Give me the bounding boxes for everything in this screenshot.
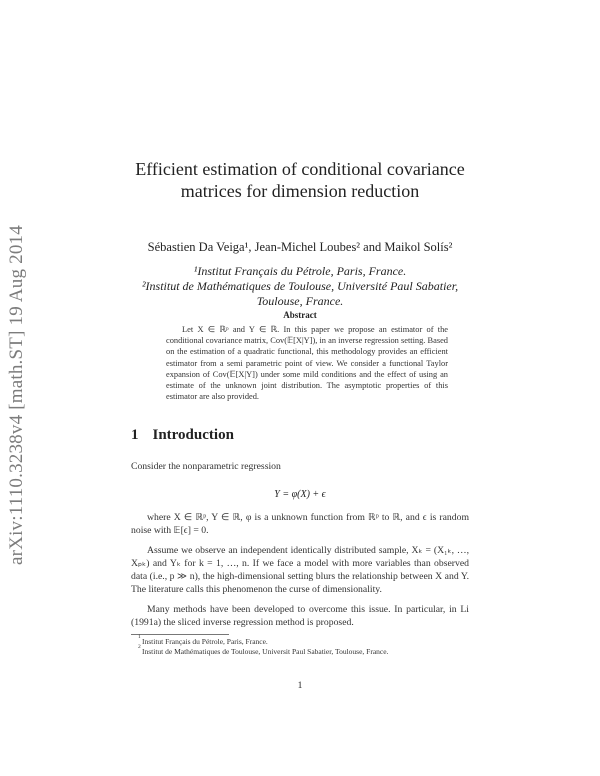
affiliation-line-2: ²Institut de Mathématiques de Toulouse, Université Paul Sabatier, [141, 279, 459, 293]
footnote-1 [138, 634, 268, 646]
author-list: Sébastien Da Veiga¹, Jean-Michel Loubes² and Maikol Solís² [147, 240, 453, 254]
intro-paragraph-1: Consider the nonparametric regression [131, 461, 281, 472]
affiliation-line-3: Toulouse, France. [256, 294, 344, 308]
intro-paragraph-3: Assume we observe an independent identically distributed sample, Xₖ = (X₁ₖ, …, Xₚₖ) and Yₖ for k = 1, …, n. If we face a model with more variables than observed data (i.e., p ≫ n), the high-dimensional setting blurs the relationship between X and Y. The literature calls this phenomenon the curse of dimensionality. [131, 545, 469, 595]
footnote-1-mark: 1 [138, 634, 141, 640]
section-number: 1 [131, 427, 139, 443]
paper-title-line-2: matrices for dimension reduction [180, 181, 420, 201]
abstract-heading: Abstract [283, 310, 317, 320]
footnote-2-mark: 2 [138, 644, 141, 650]
paper-title-line-1: Efficient estimation of conditional covariance [135, 159, 465, 179]
abstract-text: Let X ∈ ℝᵖ and Y ∈ ℝ. In this paper we propose an estimator of the conditional covariance matrix, Cov(𝔼[X|Y]), in an inverse regression setting. Based on the estimation of a quadratic functional, this methodology provides an efficient estimator from a semi parametric point of view. We consider a functional Taylor expansion of Cov(𝔼[X|Y]) under some mild conditions and the effect of using an estimate of the unknown joint distribution. The asymptotic properties of this estimator are also provided. [166, 325, 448, 402]
intro-paragraph-2: where X ∈ ℝᵖ, Y ∈ ℝ, φ is a unknown function from ℝᵖ to ℝ, and ϵ is random noise with 𝔼[ϵ] = 0. [131, 512, 469, 536]
regression-equation: Y = φ(X) + ϵ [274, 489, 326, 500]
footnote-1-text: Institut Français du Pétrole, Paris, France. [142, 637, 268, 646]
page-number: 1 [297, 681, 303, 691]
section-heading [131, 427, 234, 444]
section-title: Introduction [152, 427, 234, 443]
footnote-2 [138, 644, 389, 656]
arxiv-stamp: arXiv:1110.3238v4 [math.ST] 19 Aug 2014 [6, 225, 27, 565]
footnote-2-text: Institut de Mathématiques de Toulouse, Universit Paul Sabatier, Toulouse, France. [142, 647, 389, 656]
intro-paragraph-4: Many methods have been developed to overcome this issue. In particular, in Li (1991a) the sliced inverse regression method is proposed. [131, 604, 469, 628]
footnote-rule [131, 634, 229, 635]
affiliation-line-1: ¹Institut Français du Pétrole, Paris, France. [193, 264, 407, 278]
